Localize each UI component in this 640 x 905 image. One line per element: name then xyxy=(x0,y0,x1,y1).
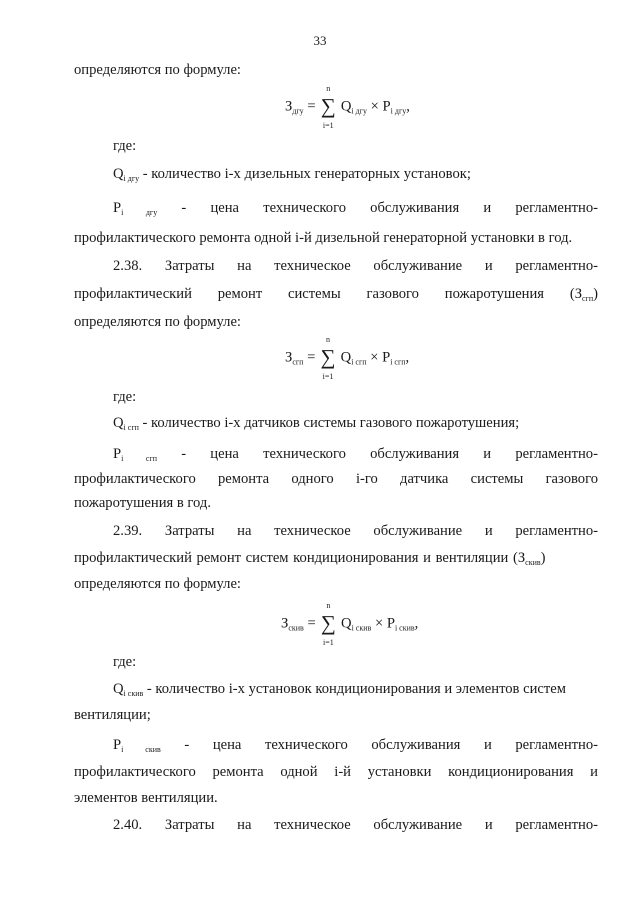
text-line: вентиляции; xyxy=(74,707,151,723)
section-2-38-heading: 2.38. Затраты на техническое обслуживание и регламентно- xyxy=(113,258,599,274)
text-line: профилактический ремонт систем кондиционирования и вентиляции $(З_{скив})$ xyxy=(74,550,546,567)
text-line: профилактического ремонта одной i-й установки кондиционирования и xyxy=(74,764,598,780)
text-line: где: xyxy=(113,138,137,154)
sum-operator: n ∑ i=1 xyxy=(320,335,336,381)
text-line: определяются по формуле: xyxy=(74,576,241,592)
formula-dgu: $З_{дгу}$ = n ∑ i=1 $Q_{i дгу} \times P_{i дгу}$, xyxy=(285,84,410,130)
text-line: где: xyxy=(113,654,137,670)
definition-p-skiv: $P_{i скив}$ - цена технического обслуживания и регламентно- xyxy=(113,737,598,754)
definition-p-dgu: $P_{i дгу}$ - цена технического обслуживания и регламентно- xyxy=(113,200,598,217)
formula-sgp: $З_{сгп}$ = n ∑ i=1 $Q_{i сгп} \times P_{i сгп}$, xyxy=(285,335,410,381)
sum-operator: n ∑ i=1 xyxy=(320,601,336,647)
definition-q-dgu: $Q_{i дгу}$ - количество i-х дизельных генераторных установок; xyxy=(113,166,471,183)
text-line: элементов вентиляции. xyxy=(74,790,218,806)
text-line: определяются по формуле: xyxy=(74,314,241,330)
section-2-39-heading: 2.39. Затраты на техническое обслуживание и регламентно- xyxy=(113,523,599,539)
text-line: профилактического ремонта одной i-й дизельной генераторной установки в год. xyxy=(74,230,573,246)
text-line: пожаротушения в год. xyxy=(74,495,211,511)
text-line: определяются по формуле: xyxy=(74,62,241,78)
text-line: где: xyxy=(113,389,137,405)
text-line: профилактический ремонт системы газового пожаротушения $(З_{сгп})$ xyxy=(74,286,598,303)
definition-p-sgp: $P_{i сгп}$ - цена технического обслуживания и регламентно- xyxy=(113,446,598,463)
formula-skiv: $З_{скив}$ = n ∑ i=1 $Q_{i скив} \times P_{i скив}$, xyxy=(281,601,419,647)
definition-q-skiv: $Q_{i скив}$ - количество i-х установок кондиционирования и элементов систем xyxy=(113,681,566,698)
text-line: профилактического ремонта одного i-го датчика системы газового xyxy=(74,471,599,487)
section-2-40-heading: 2.40. Затраты на техническое обслуживание и регламентно- xyxy=(113,817,599,833)
page-number: 33 xyxy=(313,33,327,48)
sum-operator: n ∑ i=1 xyxy=(320,84,336,130)
definition-q-sgp: $Q_{i сгп}$ - количество i-х датчиков системы газового пожаротушения; xyxy=(113,415,520,432)
